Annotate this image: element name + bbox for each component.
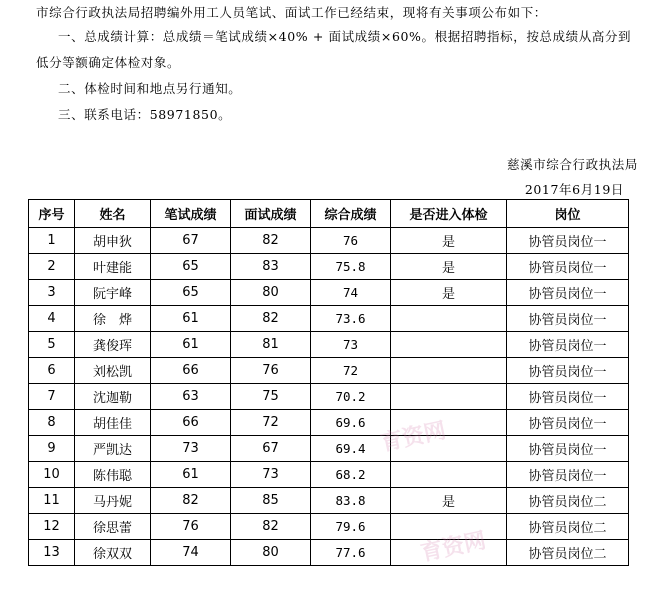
cell-physical-exam: 是 — [391, 254, 507, 280]
notice-item-2: 二、体检时间和地点另行通知。 — [58, 81, 242, 96]
notice-item-1: 一、总成绩计算：总成绩＝笔试成绩×40% + 面试成绩×60%。根据招聘指标，按总成绩从高分到低分等额确定体检对象。 — [36, 29, 632, 70]
cell-written-score: 66 — [151, 358, 231, 384]
table-row — [29, 540, 629, 566]
column-header-physical-exam: 是否进入体检 — [391, 200, 507, 228]
column-header-name: 姓名 — [75, 200, 151, 228]
cell-position: 协管员岗位二 — [507, 488, 629, 514]
cell-interview-score: 81 — [231, 332, 311, 358]
cell-name: 胡佳佳 — [75, 410, 151, 436]
table-row — [29, 358, 629, 384]
cell-name: 严凯达 — [75, 436, 151, 462]
cell-name: 徐思蕾 — [75, 514, 151, 540]
cell-written-score: 61 — [151, 462, 231, 488]
cell-written-score: 63 — [151, 384, 231, 410]
cell-name: 阮宇峰 — [75, 280, 151, 306]
cell-total-score: 83.8 — [311, 488, 391, 514]
table-row — [29, 462, 629, 488]
cell-total-score: 72 — [311, 358, 391, 384]
signature-org: 慈溪市综合行政执法局 — [506, 157, 638, 172]
cell-position: 协管员岗位一 — [507, 306, 629, 332]
cell-physical-exam — [391, 358, 507, 384]
cell-total-score: 73 — [311, 332, 391, 358]
cell-position: 协管员岗位一 — [507, 228, 629, 254]
cell-total-score: 69.6 — [311, 410, 391, 436]
cell-written-score: 66 — [151, 410, 231, 436]
table-row — [29, 514, 629, 540]
table-row — [29, 410, 629, 436]
cell-seq: 9 — [29, 436, 75, 462]
table-row — [29, 254, 629, 280]
cell-seq: 5 — [29, 332, 75, 358]
cell-name: 徐双双 — [75, 540, 151, 566]
cell-total-score: 77.6 — [311, 540, 391, 566]
cell-interview-score: 80 — [231, 540, 311, 566]
cell-written-score: 73 — [151, 436, 231, 462]
table-row — [29, 306, 629, 332]
cell-total-score: 70.2 — [311, 384, 391, 410]
cell-position: 协管员岗位一 — [507, 384, 629, 410]
table-row — [29, 384, 629, 410]
cell-physical-exam — [391, 540, 507, 566]
cell-written-score: 76 — [151, 514, 231, 540]
cell-seq: 2 — [29, 254, 75, 280]
cell-written-score: 65 — [151, 254, 231, 280]
cell-interview-score: 83 — [231, 254, 311, 280]
cell-position: 协管员岗位一 — [507, 436, 629, 462]
cell-position: 协管员岗位一 — [507, 280, 629, 306]
cell-seq: 7 — [29, 384, 75, 410]
cell-physical-exam — [391, 384, 507, 410]
cell-interview-score: 82 — [231, 514, 311, 540]
cell-physical-exam: 是 — [391, 488, 507, 514]
cell-seq: 13 — [29, 540, 75, 566]
cell-seq: 1 — [29, 228, 75, 254]
cell-name: 刘松凯 — [75, 358, 151, 384]
cell-interview-score: 72 — [231, 410, 311, 436]
cell-name: 徐 烨 — [75, 306, 151, 332]
cell-seq: 4 — [29, 306, 75, 332]
cell-position: 协管员岗位一 — [507, 254, 629, 280]
watermark: 育资网 — [378, 418, 449, 457]
cell-seq: 10 — [29, 462, 75, 488]
cell-interview-score: 82 — [231, 306, 311, 332]
cell-physical-exam: 是 — [391, 228, 507, 254]
cell-name: 陈伟聪 — [75, 462, 151, 488]
cell-written-score: 82 — [151, 488, 231, 514]
cell-interview-score: 76 — [231, 358, 311, 384]
cell-physical-exam — [391, 306, 507, 332]
table-row — [29, 280, 629, 306]
cell-seq: 3 — [29, 280, 75, 306]
table-row — [29, 436, 629, 462]
cell-name: 龚俊珲 — [75, 332, 151, 358]
cell-total-score: 73.6 — [311, 306, 391, 332]
signature-date: 2017年6月19日 — [524, 182, 624, 197]
cell-seq: 8 — [29, 410, 75, 436]
cell-position: 协管员岗位一 — [507, 410, 629, 436]
cell-name: 马丹妮 — [75, 488, 151, 514]
cell-total-score: 75.8 — [311, 254, 391, 280]
cell-position: 协管员岗位一 — [507, 332, 629, 358]
column-header-total-score: 综合成绩 — [311, 200, 391, 228]
cell-physical-exam: 是 — [391, 280, 507, 306]
cell-seq: 11 — [29, 488, 75, 514]
cell-interview-score: 67 — [231, 436, 311, 462]
cell-position: 协管员岗位一 — [507, 462, 629, 488]
cell-interview-score: 82 — [231, 228, 311, 254]
column-header-written-score: 笔试成绩 — [151, 200, 231, 228]
cell-physical-exam — [391, 514, 507, 540]
cell-physical-exam — [391, 410, 507, 436]
table-body — [29, 228, 629, 566]
cell-written-score: 74 — [151, 540, 231, 566]
cell-seq: 6 — [29, 358, 75, 384]
cell-interview-score: 80 — [231, 280, 311, 306]
cell-written-score: 61 — [151, 306, 231, 332]
cell-name: 胡申狄 — [75, 228, 151, 254]
cell-seq: 12 — [29, 514, 75, 540]
cell-total-score: 79.6 — [311, 514, 391, 540]
cell-total-score: 76 — [311, 228, 391, 254]
table-row — [29, 228, 629, 254]
table-row — [29, 332, 629, 358]
table-row — [29, 488, 629, 514]
cell-physical-exam — [391, 332, 507, 358]
cell-name: 叶建能 — [75, 254, 151, 280]
cell-position: 协管员岗位二 — [507, 540, 629, 566]
notice-intro: 市综合行政执法局招聘编外用工人员笔试、面试工作已经结束，现将有关事项公布如下： — [36, 5, 547, 20]
cell-physical-exam — [391, 436, 507, 462]
cell-physical-exam — [391, 462, 507, 488]
column-header-interview-score: 面试成绩 — [231, 200, 311, 228]
column-header-position: 岗位 — [507, 200, 629, 228]
score-table — [28, 199, 629, 566]
cell-interview-score: 75 — [231, 384, 311, 410]
cell-position: 协管员岗位二 — [507, 514, 629, 540]
cell-written-score: 65 — [151, 280, 231, 306]
cell-name: 沈迦勒 — [75, 384, 151, 410]
watermark: 育资网 — [418, 528, 489, 567]
cell-written-score: 67 — [151, 228, 231, 254]
cell-position: 协管员岗位一 — [507, 358, 629, 384]
cell-interview-score: 85 — [231, 488, 311, 514]
cell-total-score: 68.2 — [311, 462, 391, 488]
cell-total-score: 74 — [311, 280, 391, 306]
table-header-row — [29, 200, 629, 228]
notice-item-3: 三、联系电话：58971850。 — [58, 107, 232, 122]
cell-interview-score: 73 — [231, 462, 311, 488]
column-header-seq: 序号 — [29, 200, 75, 228]
cell-written-score: 61 — [151, 332, 231, 358]
cell-total-score: 69.4 — [311, 436, 391, 462]
